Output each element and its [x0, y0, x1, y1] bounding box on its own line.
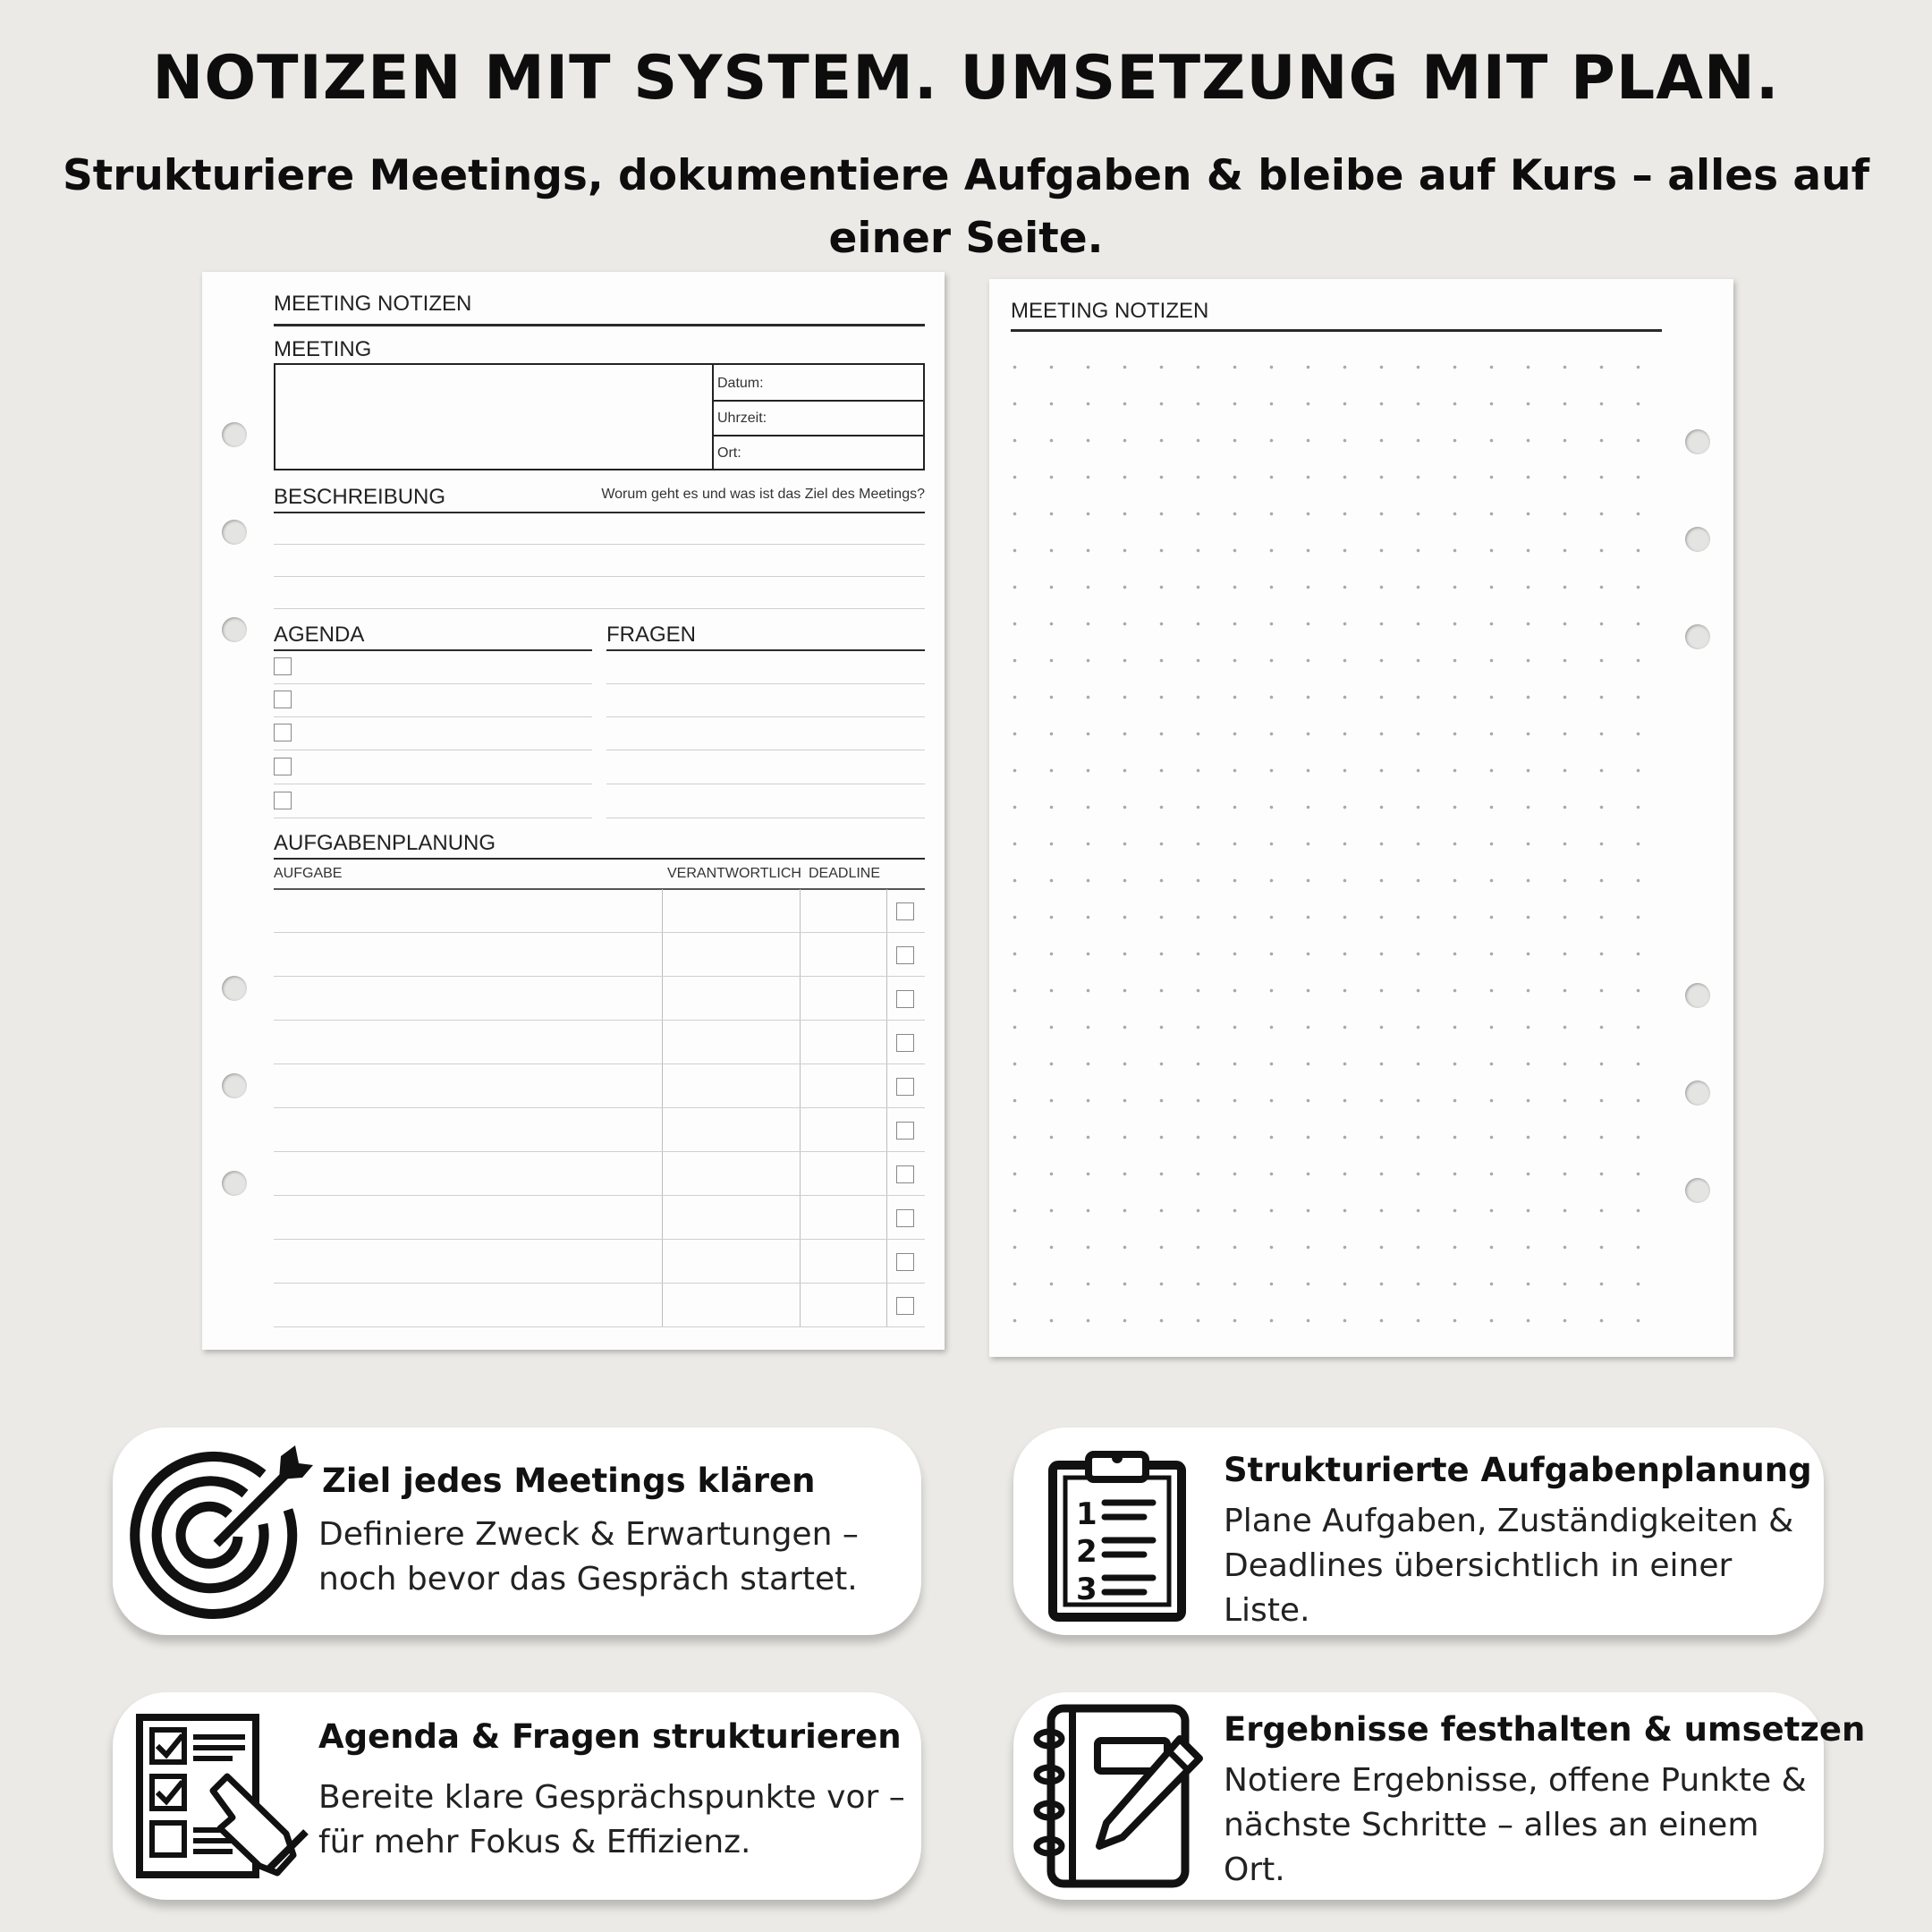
- punch-hole: [222, 422, 247, 447]
- svg-text:2: 2: [1076, 1534, 1097, 1570]
- table-row: [274, 932, 925, 933]
- feature-title: Ziel jedes Meetings klären: [322, 1462, 816, 1500]
- punch-hole: [222, 617, 247, 642]
- task-checkbox[interactable]: [896, 1078, 914, 1096]
- col-deadline: DEADLINE: [809, 866, 881, 881]
- left-planner-sheet: [202, 272, 945, 1350]
- feature-card-tasks: [1013, 1428, 1824, 1635]
- feature-title: Ergebnisse festhalten & umsetzen: [1224, 1710, 1866, 1749]
- meeting-row-line: [712, 435, 923, 436]
- feature-card-goal: [113, 1428, 921, 1635]
- title-rule: [1011, 329, 1662, 332]
- notebook-pen-icon: [1030, 1703, 1208, 1891]
- uhrzeit-field[interactable]: Uhrzeit:: [717, 411, 767, 426]
- section-rule: [274, 649, 592, 651]
- writing-line: [274, 576, 925, 577]
- agenda-line: [274, 716, 592, 717]
- table-row: [274, 1239, 925, 1240]
- table-col-divider: [800, 889, 801, 1327]
- beschreibung-hint: Worum geht es und was ist das Ziel des Meetings?: [601, 487, 925, 502]
- agenda-checkbox[interactable]: [274, 657, 292, 675]
- task-checkbox[interactable]: [896, 1253, 914, 1271]
- table-row: [274, 1283, 925, 1284]
- fragen-label: FRAGEN: [606, 623, 697, 647]
- checklist-icon: [134, 1712, 313, 1882]
- agenda-checkbox[interactable]: [274, 724, 292, 741]
- task-checkbox[interactable]: [896, 1165, 914, 1183]
- sheet-title: MEETING NOTIZEN: [274, 292, 472, 316]
- punch-hole: [1685, 624, 1710, 649]
- section-rule: [606, 649, 925, 651]
- right-dotted-sheet: [989, 279, 1733, 1357]
- punch-hole: [222, 520, 247, 545]
- task-checkbox[interactable]: [896, 902, 914, 920]
- punch-hole: [222, 1171, 247, 1196]
- aufgaben-label: AUFGABENPLANUNG: [274, 831, 496, 855]
- ort-field[interactable]: Ort:: [717, 445, 741, 461]
- fragen-line: [606, 716, 925, 717]
- task-checkbox[interactable]: [896, 1297, 914, 1315]
- punch-hole: [1685, 527, 1710, 552]
- beschreibung-label: BESCHREIBUNG: [274, 485, 446, 509]
- punch-hole: [1685, 1080, 1710, 1106]
- feature-text: Plane Aufgaben, Zuständigkeiten & Deadlines übersichtlich in einer Liste.: [1224, 1503, 1794, 1629]
- svg-text:3: 3: [1076, 1572, 1097, 1607]
- task-checkbox[interactable]: [896, 946, 914, 964]
- table-row: [274, 976, 925, 977]
- table-row: [274, 1063, 925, 1064]
- punch-hole: [1685, 429, 1710, 454]
- feature-text: Notiere Ergebnisse, offene Punkte & nächste Schritte – alles an einem Ort.: [1224, 1762, 1807, 1888]
- table-row: [274, 1195, 925, 1196]
- feature-title: Agenda & Fragen strukturieren: [318, 1717, 902, 1756]
- writing-line: [274, 608, 925, 609]
- section-rule: [274, 858, 925, 860]
- table-col-divider: [662, 889, 663, 1327]
- feature-title: Strukturierte Aufgabenplanung: [1224, 1451, 1812, 1489]
- page-subline: Strukturiere Meetings, dokumentiere Aufgaben & bleibe auf Kurs – alles auf einer Seite.: [62, 151, 1870, 263]
- punch-hole: [222, 1073, 247, 1098]
- table-row: [274, 1107, 925, 1108]
- col-verantwortlich: VERANTWORTLICH: [667, 866, 801, 881]
- feature-text: Bereite klare Gesprächspunkte vor – für mehr Fokus & Effizienz.: [318, 1779, 905, 1860]
- punch-hole: [1685, 1178, 1710, 1203]
- col-aufgabe: AUFGABE: [274, 866, 343, 881]
- agenda-checkbox[interactable]: [274, 758, 292, 775]
- feature-text: Definiere Zweck & Erwartungen – noch bevor das Gespräch startet.: [318, 1516, 859, 1597]
- agenda-checkbox[interactable]: [274, 792, 292, 809]
- table-row: [274, 1326, 925, 1327]
- table-col-divider: [886, 889, 887, 1327]
- target-icon: [129, 1438, 317, 1626]
- title-rule: [274, 324, 925, 326]
- table-header-rule: [274, 888, 925, 890]
- punch-hole: [222, 976, 247, 1001]
- table-row: [274, 1151, 925, 1152]
- meeting-row-line: [712, 400, 923, 402]
- fragen-line: [606, 683, 925, 684]
- task-checkbox[interactable]: [896, 1034, 914, 1052]
- agenda-label: AGENDA: [274, 623, 365, 647]
- clipboard-list-icon: [1046, 1445, 1189, 1624]
- feature-card-agenda: [113, 1692, 921, 1900]
- sheet-title: MEETING NOTIZEN: [1011, 299, 1209, 323]
- svg-text:1: 1: [1076, 1496, 1097, 1532]
- section-rule: [274, 512, 925, 513]
- task-checkbox[interactable]: [896, 1122, 914, 1140]
- task-checkbox[interactable]: [896, 990, 914, 1008]
- table-row: [274, 1020, 925, 1021]
- meeting-divider: [712, 365, 714, 469]
- feature-card-results: [1013, 1692, 1866, 1900]
- meeting-label: MEETING: [274, 337, 372, 361]
- punch-hole: [1685, 983, 1710, 1008]
- dot-grid[interactable]: [996, 349, 1657, 1333]
- writing-line: [274, 544, 925, 545]
- page-headline: NOTIZEN MIT SYSTEM. UMSETZUNG MIT PLAN.: [152, 43, 1780, 114]
- task-checkbox[interactable]: [896, 1209, 914, 1227]
- datum-field[interactable]: Datum:: [717, 376, 764, 391]
- agenda-checkbox[interactable]: [274, 691, 292, 708]
- meeting-box[interactable]: [274, 363, 925, 470]
- agenda-line: [274, 683, 592, 684]
